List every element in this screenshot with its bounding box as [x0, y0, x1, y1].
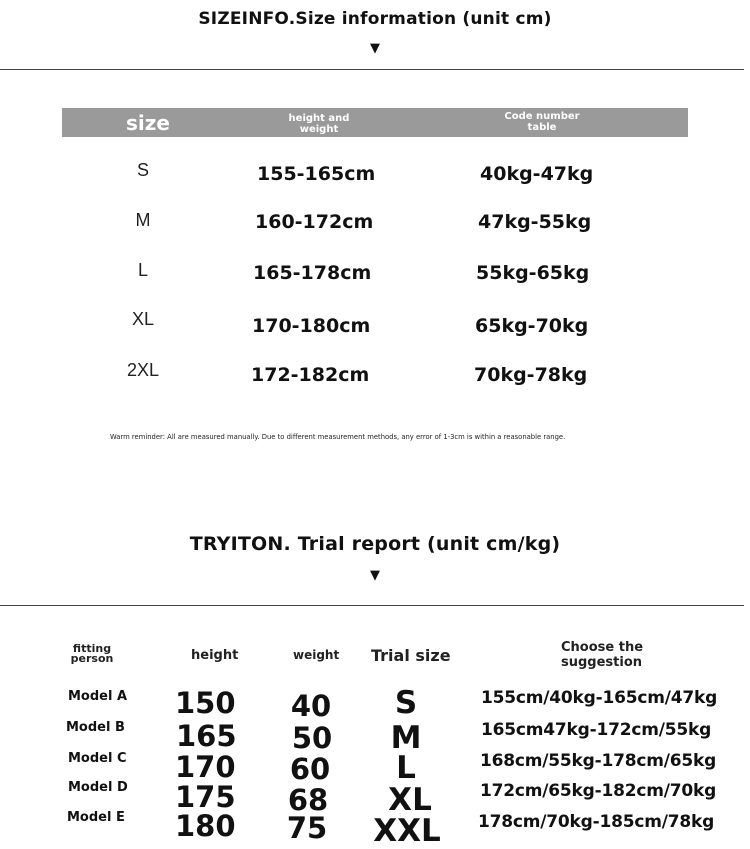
- header-suggestion: Choose the suggestion: [561, 640, 644, 670]
- table-row-size: XL: [131, 309, 155, 329]
- header-code-number: Code number table: [504, 111, 580, 133]
- table-row-suggestion: 178cm/70kg-185cm/78kg: [478, 812, 715, 832]
- section-divider: [0, 605, 744, 606]
- warm-reminder: Warm reminder: All are measured manually. Due to different measurement methods, any error of 1-3cm is within a reasonable range.: [110, 433, 566, 441]
- table-row-trial-size: S: [394, 685, 418, 721]
- table-row-trial-size: L: [396, 750, 416, 786]
- header-fitting-person: fitting person: [70, 642, 114, 665]
- table-row-suggestion: 172cm/65kg-182cm/70kg: [480, 781, 717, 801]
- table-row-height: 155-165cm: [257, 163, 376, 185]
- table-row-model: Model C: [68, 751, 127, 766]
- table-row-weight: 40: [290, 689, 332, 723]
- table-row-weight: 47kg-55kg: [478, 211, 592, 233]
- table-row-suggestion: 168cm/55kg-178cm/65kg: [480, 751, 717, 771]
- table-row-height: 165: [176, 719, 237, 753]
- table-row-size: M: [135, 210, 151, 230]
- table-row-height: 170: [175, 750, 236, 784]
- table-row-weight: 40kg-47kg: [480, 163, 594, 185]
- table-row-weight: 75: [286, 811, 328, 845]
- table-row-weight: 65kg-70kg: [475, 315, 589, 337]
- header-height-weight: height and weight: [288, 113, 350, 135]
- table-row-weight: 68: [287, 783, 329, 817]
- table-row-trial-size: XL: [388, 782, 432, 818]
- table-row-model: Model B: [66, 720, 125, 735]
- table-row-height: 172-182cm: [251, 364, 370, 386]
- table-row-model: Model E: [67, 810, 125, 825]
- table-row-weight: 50: [291, 721, 333, 755]
- header-height: height: [191, 648, 239, 663]
- table-row-suggestion: 155cm/40kg-165cm/47kg: [481, 688, 718, 708]
- table-row-height: 175: [175, 780, 236, 814]
- size-info-title: SIZEINFO.Size information (unit cm): [198, 9, 552, 29]
- table-row-model: Model A: [68, 689, 128, 704]
- header-trial-size: Trial size: [371, 646, 451, 665]
- table-row-height: 160-172cm: [255, 211, 374, 233]
- table-row-weight: 60: [289, 752, 331, 786]
- trial-report-title: TRYITON. Trial report (unit cm/kg): [189, 533, 561, 555]
- header-size: size: [126, 111, 170, 135]
- down-arrow-icon: ▼: [370, 568, 380, 583]
- table-row-trial-size: M: [390, 720, 422, 756]
- table-row-weight: 70kg-78kg: [474, 364, 588, 386]
- table-row-height: 165-178cm: [253, 262, 372, 284]
- table-row-size: 2XL: [126, 360, 160, 380]
- table-row-height: 170-180cm: [252, 315, 371, 337]
- header-weight: weight: [293, 648, 340, 662]
- down-arrow-icon: ▼: [370, 41, 380, 56]
- table-row-height: 150: [175, 686, 236, 720]
- table-row-model: Model D: [68, 780, 128, 795]
- table-row-size: S: [136, 160, 149, 180]
- section-divider: [0, 69, 744, 70]
- table-row-height: 180: [175, 809, 236, 843]
- table-row-trial-size: XXL: [373, 813, 441, 849]
- table-row-suggestion: 165cm47kg-172cm/55kg: [481, 720, 712, 740]
- table-row-size: L: [137, 260, 148, 280]
- table-row-weight: 55kg-65kg: [476, 262, 590, 284]
